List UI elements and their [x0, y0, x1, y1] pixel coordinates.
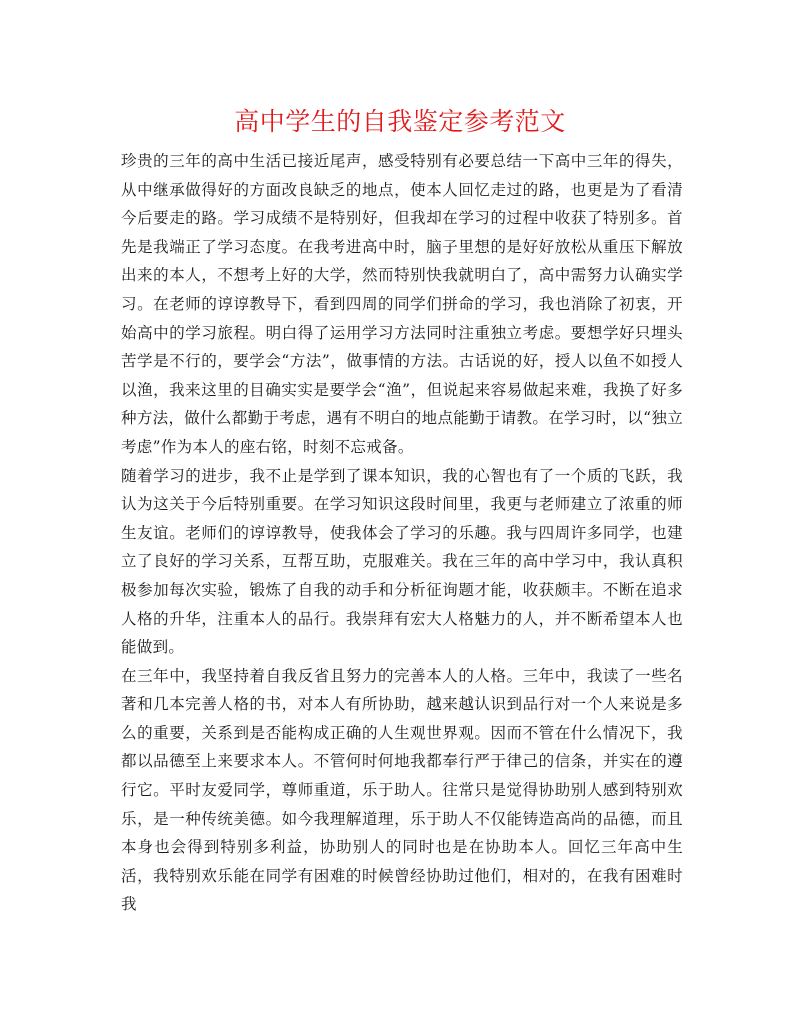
paragraph-2: 随着学习的进步，我不止是学到了课本知识，我的心智也有了一个质的飞跃，我认为这关于今后特别重要。在学习知识这段时间里，我更与老师建立了浓重的师生友谊。老师们的谆谆教导，使我体会了学习的乐趣。我与四周许多同学，也建立了良好的学习关系，互帮互助，克服难关。我在三年的高中学习中，我认真积极参加每次实验，锻炼了自我的动手和分析征询题才能，收获颇丰。不断在追求人格的升华，注重本人的品行。我崇拜有宏大人格魅力的人，并不断希望本人也能做到。: [121, 466, 683, 657]
document-title: 高中学生的自我鉴定参考范文: [234, 107, 566, 136]
paragraph-1: 珍贵的三年的高中生活已接近尾声，感受特别有必要总结一下高中三年的得失，从中继承做得好的方面改良缺乏的地点，使本人回忆走过的路，也更是为了看清今后要走的路。学习成绩不是特别好，但我却在学习的过程中收获了特别多。首先是我端正了学习态度。在我考进高中时，脑子里想的是好好放松从重压下解放出来的本人，不想考上好的大学，然而特别快我就明白了，高中需努力认确实学习。在老师的谆谆教导下，看到四周的同学们拼命的学习，我也消除了初衷，开始高中的学习旅程。明白得了运用学习方法同时注重独立考虑。要想学好只埋头苦学是不行的，要学会“方法”，做事情的方法。古话说的好，授人以鱼不如授人以渔，我来这里的目确实实是要学会“渔”，但说起来容易做起来难，我换了好多种方法，做什么都勤于考虑，遇有不明白的地点能勤于请教。在学习时，以“独立考虑”作为本人的座右铭，时刻不忘戒备。: [121, 152, 683, 456]
paragraph-3: 在三年中，我坚持着自我反省且努力的完善本人的人格。三年中，我读了一些名著和几本完善人格的书，对本人有所协助，越来越认识到品行对一个人来说是多么的重要，关系到是否能构成正确的人生观世界观。因而不管在什么情况下，我都以品德至上来要求本人。不管何时何地我都奉行严于律己的信条，并实在的遵行它。平时友爱同学，尊师重道，乐于助人。往常只是觉得协助别人感到特别欢乐，是一种传统美德。如今我理解道理，乐于助人不仅能铸造高尚的品德，而且本身也会得到特别多利益，协助别人的同时也是在协助本人。回忆三年高中生活，我特别欢乐能在同学有困难的时候曾经协助过他们，相对的，在我有困难时我: [121, 666, 683, 914]
document-body: [121, 147, 683, 919]
